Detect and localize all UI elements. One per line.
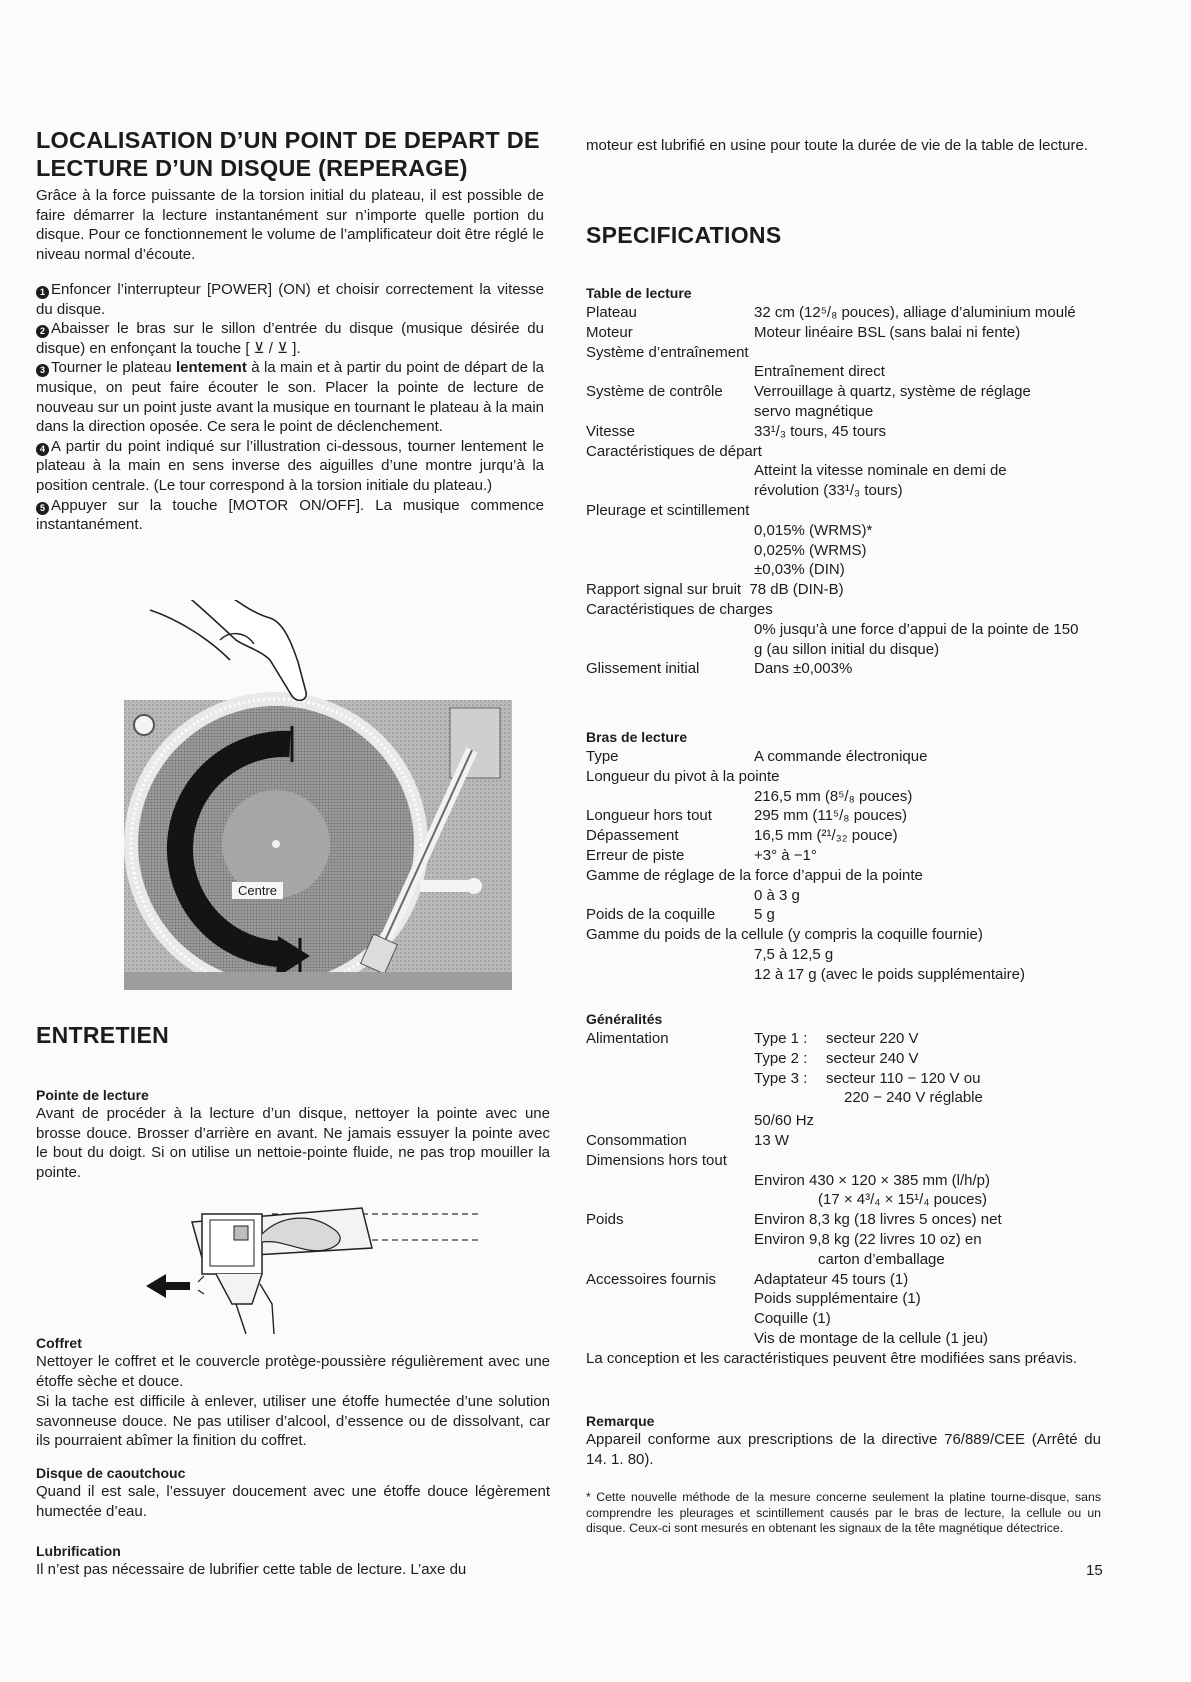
spec-row-pleurage [586, 501, 1106, 580]
spec-label: Système de contrôle [586, 383, 723, 401]
alim-value: secteur 240 V [826, 1049, 919, 1067]
spec-label: Vitesse [586, 422, 635, 440]
spec-row-depassement [586, 826, 1106, 846]
spec-value: Dans ±0,003% [754, 660, 853, 678]
subheading-bras: Bras de lecture [586, 729, 688, 745]
spec-label: Dépassement [586, 827, 679, 845]
spec-label: Poids de la coquille [586, 906, 716, 924]
pointe-paragraph: Avant de procéder à la lecture d’un disque, nettoyer la pointe avec une brosse douce. Brosser d’arrière en avant. Ne jamais essuyer la pointe avec le bout du doigt. Si on utilise un nettoie-pointe fluide, ne pas trop mouiller la pointe. [36, 1105, 550, 1181]
step-text: A partir du point indiqué sur l’illustration ci-dessous, tourner lentement le plateau à la main en sens inverse des aiguilles d’une montre jurqu’à la position centrale. (Le tour correspond à la torsion initiale du plateau.) [36, 437, 544, 494]
subheading-lubrification: Lubrification [36, 1543, 121, 1559]
spec-value: 0 à 3 g [754, 886, 800, 904]
specs-bras-de-lecture [586, 728, 1106, 985]
spec-value: (17 × 4³/₄ × 15¹/₄ pouces) [818, 1191, 987, 1209]
spec-label: Poids [586, 1211, 624, 1229]
spec-row-horstout [586, 806, 1106, 826]
alim-freq: 50/60 Hz [754, 1112, 815, 1130]
spec-value: +3° à −1° [754, 846, 817, 864]
spec-row-dimensions [586, 1151, 1106, 1210]
spec-value: 33¹/₃ tours, 45 tours [754, 422, 887, 440]
step-4 [36, 437, 544, 496]
steps-list [36, 280, 544, 535]
step-number: 2 [36, 325, 49, 338]
spec-row-depart [586, 442, 1106, 501]
spec-value: 12 à 17 g (avec le poids supplémentaire) [754, 965, 1025, 983]
spec-label: Alimentation [586, 1030, 669, 1047]
spec-row-vitesse [586, 422, 1106, 442]
subheading-coffret: Coffret [36, 1335, 82, 1351]
step-5 [36, 496, 544, 535]
spec-value: A commande électronique [754, 748, 928, 765]
spec-value: 0% jusqu’à une force d’appui de la pointe de 150 g (au sillon initial du disque) [754, 620, 1079, 658]
remarque-paragraph: Appareil conforme aux prescriptions de la directive 76/889/CEE (Arrêté du 14. 1. 80). [586, 1431, 1101, 1468]
lubrification-paragraph: Il n’est pas nécessaire de lubrifier cette table de lecture. L’axe du [36, 1561, 467, 1578]
step-text: Abaisser le bras sur le sillon d’entrée du disque (musique désirée du disque) en enfonçant la touche [ ⊻ / ⊻ ]. [36, 320, 544, 357]
specs-generalites [586, 1010, 1106, 1368]
spec-row-coquille [586, 905, 1106, 925]
section-title-specifications: SPECIFICATIONS [586, 222, 782, 248]
spec-row-erreur [586, 846, 1106, 866]
spec-value: 13 W [754, 1131, 790, 1149]
page-number: 15 [1086, 1562, 1103, 1579]
spec-row-consommation [586, 1131, 1106, 1151]
continued-paragraph: moteur est lubrifié en usine pour toute la durée de vie de la table de lecture. [586, 137, 1088, 154]
cartridge-illustration [112, 1194, 482, 1334]
step-number: 1 [36, 286, 49, 299]
subheading-disque: Disque de caoutchouc [36, 1465, 186, 1481]
specs-table-de-lecture [586, 284, 1106, 679]
alim-value: secteur 220 V [826, 1030, 919, 1047]
spec-label: Accessoires fournis [586, 1270, 717, 1288]
footnote: * Cette nouvelle méthode de la mesure concerne seulement la platine tourne-disque, sans comprendre les pleurages et scintillement causés par le bras de lecture, la cellule ou un disque. Ceux-ci sont mesurés en obtenant les signaux de la tête magnétique détectrice. [586, 1490, 1101, 1535]
spec-row-pivot [586, 767, 1106, 807]
coffret-paragraph-2: Si la tache est difficile à enlever, utiliser une étoffe humectée d’une solution savonneuse douce. Ne pas utiliser d’alcool, d’essence ou de dissolvant, car ils pourraient abîmer la finition du coffret. [36, 1393, 550, 1449]
spec-value: Atteint la vitesse nominale en demi de révolution (33¹/₃ tours) [754, 462, 1007, 500]
spec-row-glissement [586, 659, 1106, 679]
spec-label: Système d’entraînement [586, 343, 749, 361]
alim-type: Type 2 : [754, 1049, 808, 1067]
coffret-paragraph-1: Nettoyer le coffret et le couvercle protège-poussière régulièrement avec une étoffe sèche et douce. [36, 1353, 550, 1390]
step-1 [36, 280, 544, 319]
subheading-pointe: Pointe de lecture [36, 1087, 149, 1103]
subheading-generalites: Généralités [586, 1011, 663, 1027]
turntable-illustration [120, 600, 516, 990]
spec-row-alimentation [586, 1029, 1106, 1131]
spec-value: 295 mm (11⁵/₈ pouces) [754, 807, 908, 825]
alim-value: secteur 110 − 120 V ou [826, 1069, 981, 1087]
spec-value: 216,5 mm (8⁵/₈ pouces) [754, 787, 913, 805]
spec-value: Environ 8,3 kg (18 livres 5 onces) net [754, 1211, 1002, 1229]
spec-label: Dimensions hors tout [586, 1151, 727, 1169]
poids-values [754, 1210, 1094, 1269]
disque-paragraph: Quand il est sale, l’essuyer doucement avec une étoffe douce légèrement humectée d’eau. [36, 1483, 550, 1520]
spec-label: Pleurage et scintillement [586, 501, 750, 519]
section-title-entretien: ENTRETIEN [36, 1022, 170, 1048]
step-text: Appuyer sur la touche [MOTOR ON/OFF]. La musique commence instantanément. [36, 496, 544, 534]
spec-value: Adaptateur 45 tours (1) [754, 1270, 909, 1288]
turntable-figure [120, 600, 516, 990]
spec-row-type [586, 747, 1106, 767]
subheading-remarque: Remarque [586, 1413, 655, 1429]
spec-label: Longueur hors tout [586, 807, 712, 825]
hand-outline [180, 600, 306, 700]
spec-value: Environ 9,8 kg (22 livres 10 oz) en [754, 1230, 982, 1248]
spec-value: 32 cm (12⁵/₈ pouces), alliage d’aluminium moulé [754, 304, 1076, 321]
spec-value: 7,5 à 12,5 g [754, 945, 834, 963]
step-text: Enfoncer l’interrupteur [POWER] (ON) et choisir correctement la vitesse du disque. [36, 281, 544, 318]
spec-value: Environ 430 × 120 × 385 mm (l/h/p) [754, 1171, 990, 1189]
spec-value: 0,015% (WRMS)* [754, 521, 873, 539]
spec-label: Plateau [586, 304, 637, 321]
spec-value: carton d’emballage [818, 1250, 945, 1268]
intro-paragraph: Grâce à la force puissante de la torsion initial du plateau, il est possible de faire démarrer la lecture instantanément sur n’importe quelle portion du disque. Pour ce fonctionnement le volume de l’amplificateur doit être réglé le niveau normal d’écoute. [36, 187, 544, 263]
step-number: 5 [36, 502, 49, 515]
spec-label: Type [586, 748, 619, 765]
spec-row-controle [586, 382, 1106, 422]
alim-type: Type 3 : [754, 1069, 808, 1087]
spec-value: 16,5 mm (²¹/₃₂ pouce) [754, 827, 898, 845]
spec-label: Longueur du pivot à la pointe [586, 767, 780, 785]
spec-label: Erreur de piste [586, 846, 685, 864]
spec-label: Moteur [586, 323, 633, 341]
spec-row-plateau [586, 303, 1106, 323]
subheading-table: Table de lecture [586, 285, 692, 301]
spec-value: Poids supplémentaire (1) [754, 1290, 921, 1308]
step-2 [36, 319, 544, 358]
spec-row-entrainement [586, 343, 1106, 383]
spec-value: Coquille (1) [754, 1310, 831, 1328]
spec-value: Verrouillage à quartz, système de réglage servo magnétique [754, 383, 1031, 420]
conception-note: La conception et les caractéristiques peuvent être modifiées sans préavis. [586, 1349, 1078, 1367]
spec-label: Caractéristiques de charges [586, 600, 773, 618]
step-text: Tourner le plateau [51, 359, 176, 377]
cartridge-figure [112, 1194, 482, 1334]
spec-value: 0,025% (WRMS) [754, 541, 867, 559]
spec-label: Rapport signal sur bruit [586, 581, 742, 599]
spec-row-rapport [586, 580, 1106, 600]
spec-label: Glissement initial [586, 660, 700, 678]
spec-row-moteur [586, 323, 1106, 343]
spec-row-poids [586, 1210, 1106, 1269]
spec-row-gamme-force [586, 866, 1106, 906]
spec-value: 5 g [754, 906, 775, 924]
step-text: à la main et à partir du point de départ de la musique, on peut faire écouter le son. Placer la pointe de lecture de nouveau sur un point juste avant la musique en tournant le plateau à la main dans la direction oposée. Ce sera le point de déclenchement. [36, 359, 545, 436]
spec-label: Consommation [586, 1131, 687, 1149]
spec-value: Entraînement direct [754, 363, 885, 381]
accessoires-values [754, 1270, 1094, 1349]
centre-label [232, 882, 283, 899]
spec-value: ±0,03% (DIN) [754, 561, 845, 579]
alim-extra: 220 − 240 V réglable [844, 1089, 983, 1107]
spec-row-charges [586, 600, 1106, 659]
section-title-reperage: LOCALISATION D’UN POINT DE DEPART DE LECTURE D’UN DISQUE (REPERAGE) [36, 127, 540, 181]
spec-row-gamme-poids [586, 925, 1106, 984]
step-text-bold: lentement [175, 359, 247, 377]
brush-direction-arrow [146, 1274, 190, 1298]
alim-type: Type 1 : [754, 1030, 808, 1047]
centre-label-text: Centre [238, 883, 278, 898]
step-3 [36, 358, 544, 436]
spec-label: Gamme du poids de la cellule (y compris la coquille fournie) [586, 926, 983, 944]
alim-type-list [754, 1029, 1094, 1131]
spec-label: Gamme de réglage de la force d’appui de la pointe [586, 866, 923, 884]
spec-value: Moteur linéaire BSL (sans balai ni fente) [754, 323, 1021, 341]
spec-value: Vis de montage de la cellule (1 jeu) [754, 1329, 989, 1347]
spec-value: 78 dB (DIN-B) [749, 581, 844, 599]
spec-row-accessoires [586, 1270, 1106, 1349]
step-number: 4 [36, 443, 49, 456]
spec-label: Caractéristiques de départ [586, 442, 762, 460]
step-number: 3 [36, 364, 49, 377]
